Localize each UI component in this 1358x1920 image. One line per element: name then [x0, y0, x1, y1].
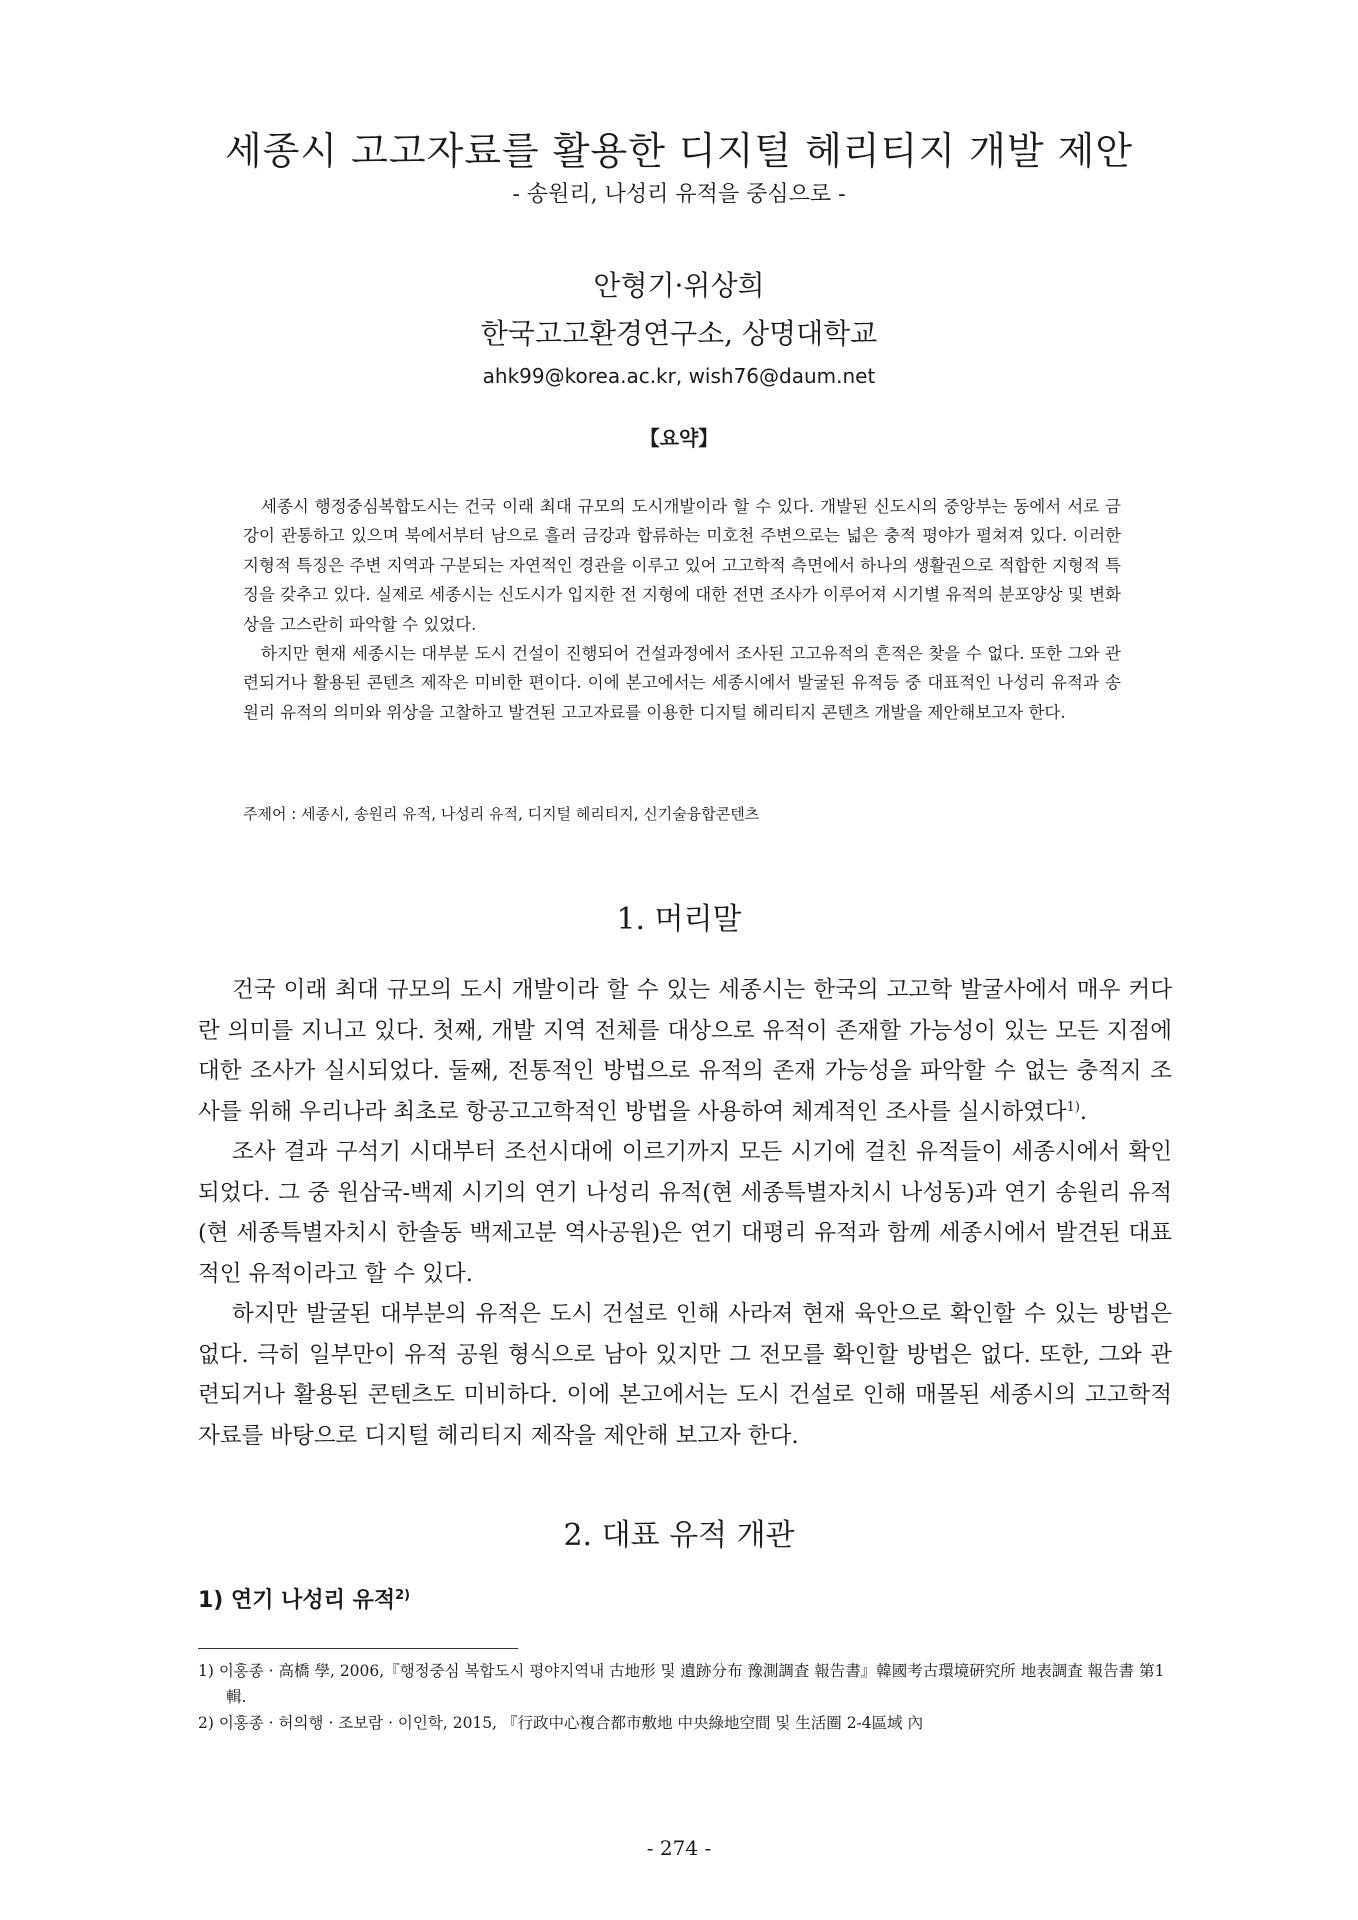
keywords: 주제어 : 세종시, 송원리 유적, 나성리 유적, 디지털 헤리티지, 신기술융합콘텐츠 [243, 805, 760, 823]
body-paragraph-1 [198, 970, 1172, 1132]
abstract-paragraph-1: 세종시 행정중심복합도시는 건국 이래 최대 규모의 도시개발이라 할 수 있다. 개발된 신도시의 중앙부는 동에서 서로 금강이 관통하고 있으며 북에서부터 남으로 흘러 금강과 합류하는 미호천 주변으로는 넓은 충적 평야가 펼쳐져 있다. 이러한 지형적 특징은 주변 지역과 구분되는 자연적인 경관을 이루고 있어 고고학적 측면에서 하나의 생활권으로 적합한 지형적 특징을 갖추고 있다. 실제로 세종시는 신도시가 입지한 전 지형에 대한 전면 조사가 이루어져 시기별 유적의 분포양상 및 변화상을 고스란히 파악할 수 있었다. [243, 497, 1121, 634]
footnote-1: 1) 이홍종 · 高橋 學, 2006,『행정중심 복합도시 평야지역내 古地形 및 遺跡分布 豫測調査 報告書』韓國考古環境硏究所 地表調査 報告書 第1輯. [198, 1662, 1165, 1706]
section-1-heading: 1. 머리말 [616, 902, 742, 937]
body-paragraph-3: 하지만 발굴된 대부분의 유적은 도시 건설로 인해 사라져 현재 육안으로 확인할 수 있는 방법은 없다. 극히 일부만이 유적 공원 형식으로 남아 있지만 그 전모를 확인할 방법은 없다. 또한, 그와 관련되거나 활용된 콘텐츠도 미비하다. 이에 본고에서는 도시 건설로 인해 매몰된 세종시의 고고학적 자료를 바탕으로 디지털 헤리티지 제작을 제안해 보고자 한다. [198, 1301, 1172, 1449]
footnote-2: 2) 이홍종 · 허의행 · 조보람 · 이인학, 2015, 『行政中心複合都市敷地 中央綠地空間 및 生活圈 2-4區域 內 [198, 1714, 924, 1732]
body-paragraph-1-end: . [1079, 1098, 1088, 1125]
subsection-1-heading [198, 1586, 410, 1616]
body-paragraph-1-text: 건국 이래 최대 규모의 도시 개발이라 할 수 있는 세종시는 한국의 고고학 발굴사에서 매우 커다란 의미를 지니고 있다. 첫째, 개발 지역 전체를 대상으로 유적이 존재할 가능성이 있는 모든 지점에 대한 조사가 실시되었다. 둘째, 전통적인 방법으로 유적의 존재 가능성을 파악할 수 없는 충적지 조사를 위해 우리나라 최초로 항공고고학적인 방법을 사용하여 체계적인 조사를 실시하였다 [198, 977, 1172, 1125]
paper-title: 세종시 고고자료를 활용한 디지털 헤리티지 개발 제안 [224, 129, 1134, 173]
footnotes [198, 1658, 1172, 1736]
section-2-heading: 2. 대표 유적 개관 [563, 1518, 795, 1553]
footnote-ref-1[interactable]: 1) [1066, 1099, 1080, 1115]
paper-subtitle: - 송원리, 나성리 유적을 중심으로 - [512, 182, 846, 207]
author-affiliations: 한국고고환경연구소, 상명대학교 [480, 317, 878, 350]
subsection-1-heading-text: 1) 연기 나성리 유적 [198, 1588, 396, 1613]
body-paragraph-2: 조사 결과 구석기 시대부터 조선시대에 이르기까지 모든 시기에 걸친 유적들이 세종시에서 확인되었다. 그 중 원삼국-백제 시기의 연기 나성리 유적(현 세종특별자치시 나성동)과 연기 송원리 유적(현 세종특별자치시 한솔동 백제고분 역사공원)은 연기 대평리 유적과 함께 세종시에서 발견된 대표적인 유적이라고 할 수 있다. [198, 1139, 1172, 1287]
footnote-divider [198, 1648, 518, 1649]
abstract-body [243, 492, 1121, 727]
section-1-body [198, 970, 1172, 1456]
author-names: 안형기·위상희 [593, 269, 765, 302]
page-number: - 274 - [646, 1836, 712, 1860]
abstract-paragraph-2: 하지만 현재 세종시는 대부분 도시 건설이 진행되어 건설과정에서 조사된 고고유적의 흔적은 찾을 수 없다. 또한 그와 관련되거나 활용된 콘텐츠 제작은 미비한 편이다. 이에 본고에서는 세종시에서 발굴된 유적등 중 대표적인 나성리 유적과 송원리 유적의 의미와 위상을 고찰하고 발견된 고고자료를 이용한 디지털 헤리티지 콘텐츠 개발을 제안해보고자 한다. [243, 644, 1121, 722]
footnote-ref-2[interactable]: 2) [395, 1588, 411, 1603]
author-emails: ahk99@korea.ac.kr, wish76@daum.net [482, 364, 876, 388]
abstract-heading: 【요약】 [639, 426, 719, 450]
